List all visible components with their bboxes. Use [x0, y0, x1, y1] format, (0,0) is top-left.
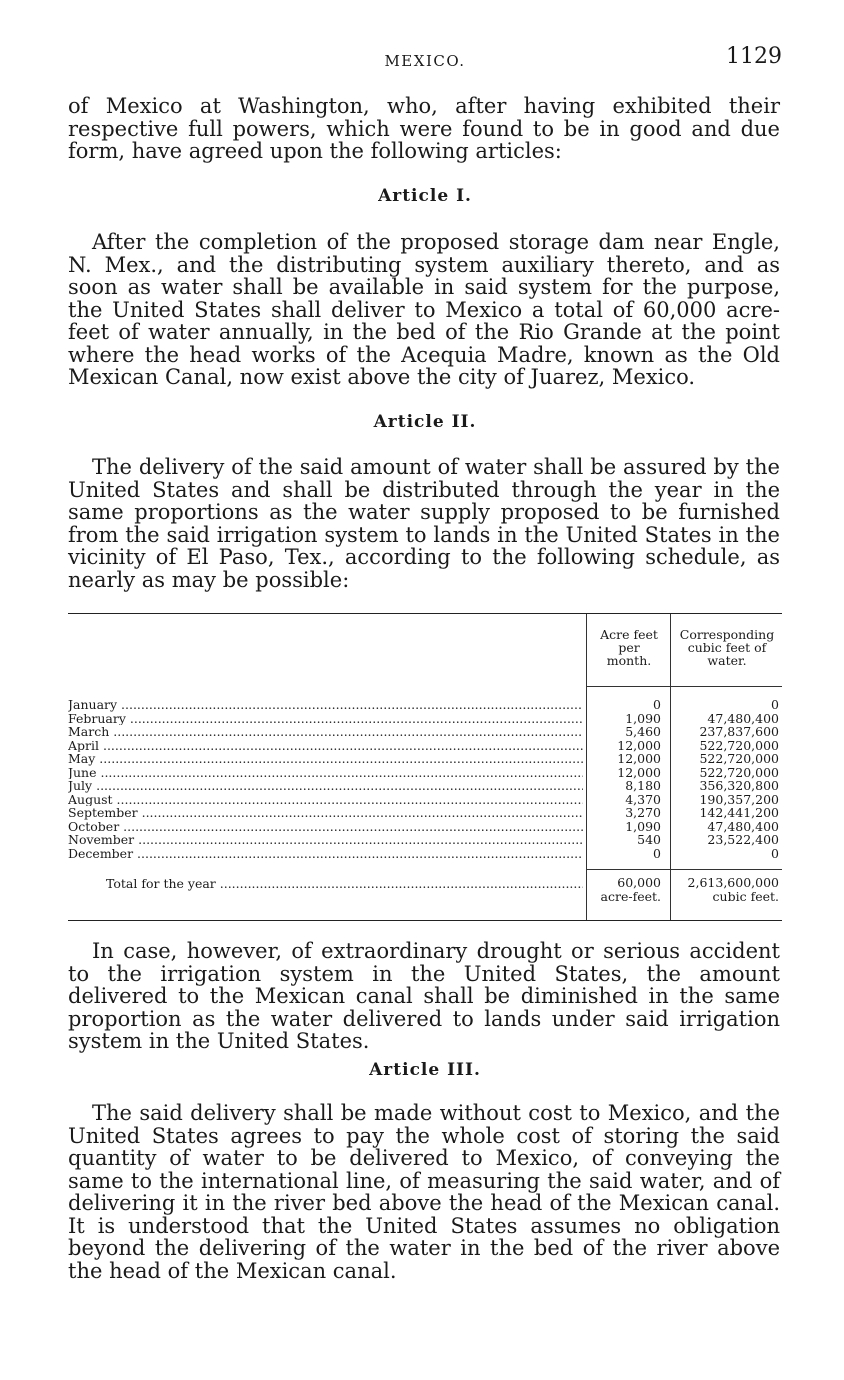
- acre-feet-value: 12,000: [617, 764, 661, 780]
- column-header-line: cubic feet of: [687, 640, 767, 655]
- month-label: June .....: [68, 766, 583, 780]
- running-head: [68, 44, 782, 74]
- total-acre-feet: [587, 876, 661, 903]
- acre-feet-value: 1,090: [625, 710, 661, 726]
- cubic-feet-value: 522,720,000: [699, 764, 779, 780]
- month-label: November .....: [68, 833, 583, 847]
- table-row: [68, 847, 782, 861]
- month-label: April .....: [68, 739, 583, 753]
- total-cubic-feet: [668, 876, 779, 903]
- water-delivery-schedule-table: [68, 613, 782, 921]
- table-row: [68, 806, 782, 820]
- acre-feet-value: 12,000: [617, 737, 661, 753]
- column-header-line: per: [618, 640, 640, 655]
- table-row: [68, 725, 782, 739]
- column-header-line: water.: [707, 653, 747, 668]
- running-title: MEXICO.: [384, 52, 466, 70]
- cubic-feet-value: 47,480,400: [707, 818, 779, 834]
- cubic-feet-value: 0: [771, 697, 779, 712]
- month-rows: [68, 698, 782, 860]
- month-label: March .....: [68, 725, 583, 739]
- column-header-line: Corresponding: [679, 627, 775, 642]
- table-row: [68, 698, 782, 712]
- table-row: [68, 779, 782, 793]
- table-row: [68, 833, 782, 847]
- table-row: [68, 820, 782, 834]
- month-label: October .....: [68, 820, 583, 834]
- article-1-paragraph: After the completion of the proposed storage dam near Engle, N. Mex., and the distributing system auxiliary thereto, and as soon as water shall be available in said system for the purpose, the United States shall deliver to Mexico a total of 60,000 acre-feet of water annually, in the bed of the Rio Grande at the point where the head works of the Acequia Madre, known as the Old Mexican Canal, now exist above the city of Juarez, Mexico.: [68, 230, 780, 389]
- page-number: 1129: [726, 44, 782, 69]
- acre-feet-value: 0: [653, 697, 661, 712]
- total-rule: [587, 869, 782, 870]
- cubic-feet-value: 47,480,400: [707, 710, 779, 726]
- article-2-paragraph-2: In case, however, of extraordinary drought or serious accident to the irrigation system in the United States, the amount delivered to the Mexican canal shall be diminished in the same proportion as the water delivered to lands under said irrigation system in the United States.: [68, 939, 780, 1053]
- total-cubic-feet-unit: cubic feet.: [712, 888, 779, 904]
- cubic-feet-value: 522,720,000: [699, 737, 779, 753]
- month-label: July .....: [68, 779, 583, 793]
- acre-feet-value: 4,370: [625, 791, 661, 807]
- column-header-acre-feet: [587, 628, 671, 667]
- article-2-heading: Article II.: [373, 412, 477, 432]
- table-row: [68, 766, 782, 780]
- table-row: [68, 712, 782, 726]
- acre-feet-value: 12,000: [617, 751, 661, 766]
- article-3-heading: Article III.: [369, 1060, 481, 1080]
- total-cubic-feet-value: 2,613,600,000: [687, 875, 779, 890]
- cubic-feet-value: 23,522,400: [707, 832, 779, 847]
- month-label: January .....: [68, 698, 583, 712]
- article-1-heading: Article I.: [378, 186, 472, 206]
- article-3-paragraph: The said delivery shall be made without cost to Mexico, and the United States agrees to pay the whole cost of storing the said quantity of water to be delivered to Mexico, of conveying the same to the international line, of measuring the said water, and of delivering it in the river bed above the head of the Mexican canal. It is understood that the United States assumes no obligation beyond the delivering of the water in the bed of the river above the head of the Mexican canal.: [68, 1101, 780, 1283]
- month-label: September .....: [68, 806, 583, 820]
- cubic-feet-value: 356,320,800: [699, 778, 779, 793]
- column-header-line: month.: [606, 653, 652, 668]
- cubic-feet-value: 522,720,000: [699, 751, 779, 766]
- cubic-feet-value: 142,441,200: [699, 805, 779, 820]
- total-label: Total for the year .....: [106, 876, 583, 891]
- month-label: August .....: [68, 793, 583, 807]
- cubic-feet-value: 190,357,200: [699, 791, 779, 807]
- acre-feet-value: 540: [637, 832, 661, 847]
- month-label: May .....: [68, 752, 583, 766]
- total-acre-feet-unit: acre-feet.: [600, 888, 661, 904]
- table-row: [68, 752, 782, 766]
- intro-paragraph: of Mexico at Washington, who, after having exhibited their respective full powers, which were found to be in good and due form, have agreed upon the following articles:: [68, 94, 780, 163]
- acre-feet-value: 3,270: [625, 805, 661, 820]
- acre-feet-value: 5,460: [625, 724, 661, 739]
- acre-feet-value: 1,090: [625, 818, 661, 834]
- cubic-feet-value: 237,837,600: [699, 724, 779, 739]
- column-header-line: Acre feet: [600, 627, 658, 642]
- month-label: February .....: [68, 712, 583, 726]
- total-acre-feet-value: 60,000: [617, 875, 661, 890]
- column-header-cubic-feet: [671, 628, 783, 667]
- acre-feet-value: 8,180: [625, 778, 661, 793]
- month-label: December .....: [68, 847, 583, 861]
- table-row: [68, 739, 782, 753]
- table-row: [68, 793, 782, 807]
- header-underline: [587, 686, 782, 687]
- cubic-feet-value: 0: [771, 845, 779, 861]
- article-2-paragraph-1: The delivery of the said amount of water shall be assured by the United States and shall be distributed through the year in the same proportions as the water supply proposed to be furnished from the said irrigation system to lands in the United States in the vicinity of El Paso, Tex., according to the following schedule, as nearly as may be possible:: [68, 455, 780, 592]
- acre-feet-value: 0: [653, 845, 661, 861]
